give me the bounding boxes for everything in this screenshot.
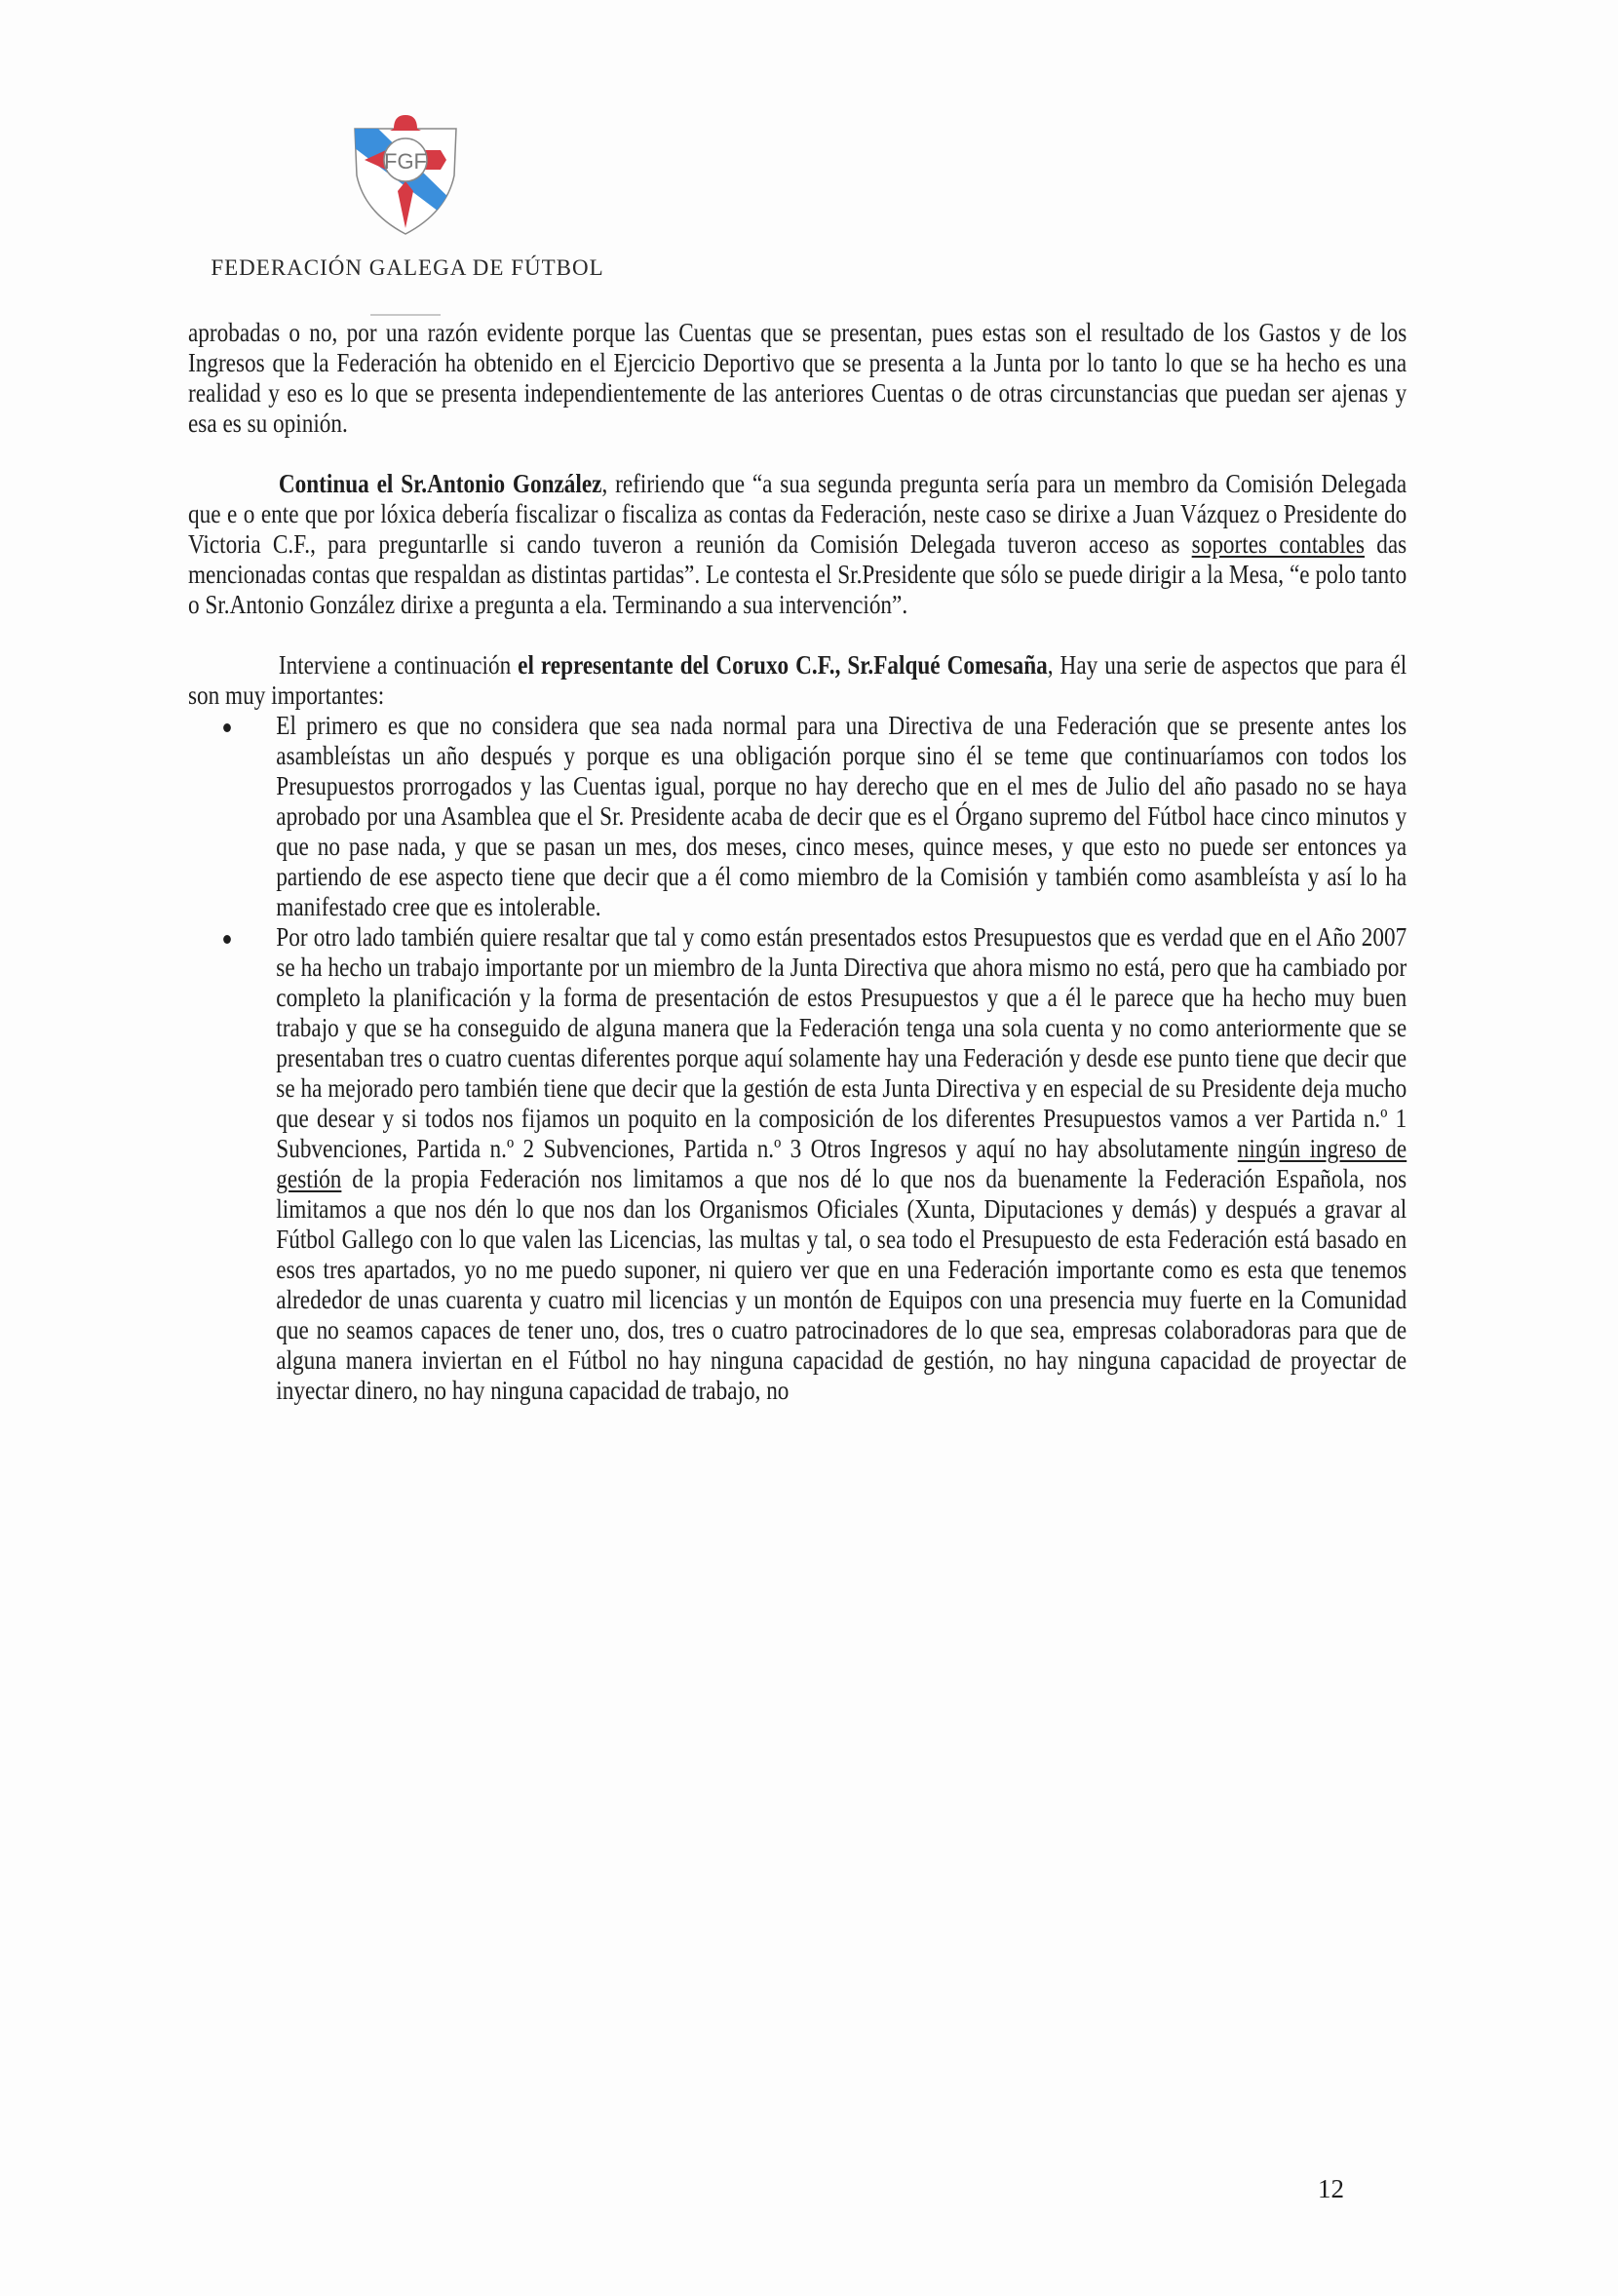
- speaker-antonio-gonzalez: Continua el Sr.Antonio González: [278, 469, 602, 498]
- list-item: Por otro lado también quiere resaltar que tal y como están presentados estos Presupuestos que es verdad que en el Año 2007 se ha hecho un trabajo importante por un miembro de la Junta Directiva que ahora mismo no está, pero que ha cambiado por completo la planificación y la forma de presentación de estos Presupuestos y que a él le parece que ha hecho muy buen trabajo y que se ha conseguido de alguna manera que la Federación tenga una sola cuenta y no como anteriormente que se presentaban tres o cuatro cuentas diferentes porque aquí solamente hay una Federación y desde ese punto tiene que decir que se ha mejorado pero también tiene que decir que la gestión de esta Junta Directiva y en especial de su Presidente deja mucho que desear y si todos nos fijamos un poquito en la composición de los diferentes Presupuestos vamos a ver Partida n.º 1 Subvenciones, Partida n.º 2 Subvenciones, Partida n.º 3 Otros Ingresos y aquí no hay absolutamente ningún ingreso de gestión de la propia Federación nos limitamos a que nos dé lo que nos da buenamente la Federación Española, nos limitamos a que nos dén lo que nos dan los Organismos Oficiales (Xunta, Diputaciones y demás) y después a gravar al Fútbol Gallego con lo que valen las Licencias, las multas y tal, o sea todo el Presupuesto de esta Federación está basado en esos tres apartados, yo no me puedo suponer, ni quiero ver que en una Federación importante como es esta que tenemos alrededor de unas cuarenta y cuatro mil licencias y un montón de Equipos con una presencia muy fuerte en la Comunidad que no seamos capaces de tener uno, dos, tres o cuatro patrocinadores de lo que sea, empresas colaboradoras para que de alguna manera inviertan en el Fútbol no hay ninguna capacidad de gestión, no hay ninguna capacidad de proyectar de inyectar dinero, no hay ninguna capacidad de trabajo, no: [188, 922, 1406, 1406]
- bullet-icon: [223, 935, 231, 944]
- bullet-list: [188, 711, 1406, 1406]
- paragraph-2: Continua el Sr.Antonio González, refiriendo que “a sua segunda pregunta sería para un membro da Comisión Delegada que e o ente que por lóxica debería fiscalizar o fiscaliza as contas da Federación, neste caso se dirixe a Juan Vázquez o Presidente do Victoria C.F., para preguntarlle si cando tuveron a reunión da Comisión Delegada tuveron acceso as soportes contables das mencionadas contas que respaldan as distintas partidas”. Le contesta el Sr.Presidente que sólo se puede dirigir a la Mesa, “e polo tanto o Sr.Antonio González dirixe a pregunta a ela. Terminando a sua intervención”.: [188, 469, 1407, 619]
- underlined-ningun-ingreso: ningún ingreso de gestión: [276, 1134, 1407, 1193]
- bullet-icon: [223, 723, 231, 732]
- document-body: [188, 318, 1406, 1406]
- fgf-shield-logo-icon: [349, 97, 462, 236]
- list-item: El primero es que no considera que sea nada normal para una Directiva de una Federación que se presente antes los asambleístas un año después y porque es una obligación porque sino él se teme que continuaríamos con todos los Presupuestos prorrogados y las Cuentas igual, porque no hay derecho que en el mes de Julio del año pasado no se haya aprobado por una Asamblea que el Sr. Presidente acaba de decir que es el Órgano supremo del Fútbol hace cinco minutos y que no pase nada, y que se pasan un mes, dos meses, cinco meses, quince meses, y que esto no puede ser entonces ya partiendo de ese aspecto tiene que decir que a él como miembro de la Comisión y también como asambleísta y así lo ha manifestado cree que es intolerable.: [188, 711, 1406, 922]
- underlined-soportes-contables: soportes contables: [1191, 529, 1366, 559]
- svg-text:FGF: FGF: [384, 149, 427, 174]
- paragraph-1: aprobadas o no, por una razón evidente porque las Cuentas que se presentan, pues estas son el resultado de los Gastos y de los Ingresos que la Federación ha obtenido en el Ejercicio Deportivo que se presenta a la Junta por lo tanto lo que se ha hecho es una realidad y eso es lo que se presenta independientemente de las anteriores Cuentas o de otras circunstancias que puedan ser ajenas y esa es su opinión.: [188, 318, 1407, 438]
- paragraph-3: Interviene a continuación el representante del Coruxo C.F., Sr.Falqué Comesaña, Hay una serie de aspectos que para él son muy importantes:: [188, 650, 1407, 710]
- organization-name: FEDERACIÓN GALEGA DE FÚTBOL: [211, 255, 604, 280]
- header-rule: [370, 314, 441, 316]
- speaker-falque-comesana: el representante del Coruxo C.F., Sr.Falqué Comesaña: [518, 650, 1048, 680]
- page-number: 12: [1318, 2174, 1344, 2203]
